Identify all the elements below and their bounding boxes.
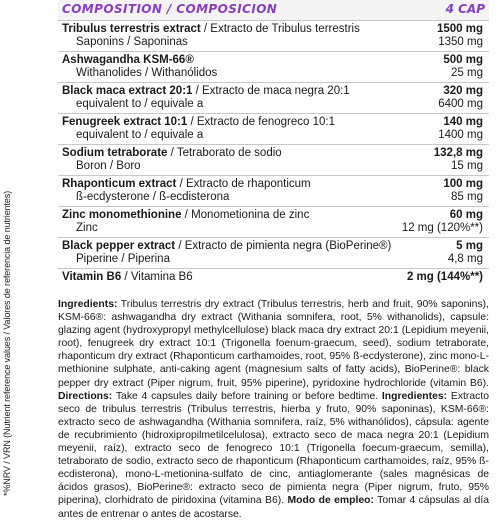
table-row xyxy=(58,83,489,114)
row-sub-name: Withanolides / Withanólidos xyxy=(76,67,218,79)
table-row xyxy=(58,238,489,269)
table-row xyxy=(58,176,489,207)
composition-table xyxy=(58,0,489,296)
row-value: 2 mg (144%**) xyxy=(406,271,483,283)
row-name: Ashwagandha KSM-66® xyxy=(62,54,194,66)
row-name-rest: / Monometionina de zinc xyxy=(181,209,310,221)
row-sub-name: equivalent to / equivale a xyxy=(76,98,204,110)
row-sub-value: 12 mg (120%**) xyxy=(401,222,483,234)
table-header xyxy=(58,0,489,21)
table-row xyxy=(58,21,489,52)
row-name-rest: / Extracto de fenogreco 10:1 xyxy=(187,116,335,128)
table-row xyxy=(58,207,489,238)
row-sub-name: Boron / Boro xyxy=(76,160,141,172)
row-sub-name: Zinc xyxy=(76,222,98,234)
row-sub-value: 6400 mg xyxy=(438,98,483,110)
row-name: Fenugreek extract 10:1 xyxy=(62,116,188,128)
row-sub-name: ß-ecdysterone / ß-ecdisterona xyxy=(76,191,230,203)
row-name: Sodium tetraborate xyxy=(62,147,168,159)
row-value: 500 mg xyxy=(443,54,483,66)
row-sub-value: 4,8 mg xyxy=(447,253,483,265)
ingredients-en-label: Ingredients: xyxy=(58,299,118,310)
ingredients-text xyxy=(58,298,489,521)
row-sub-value: 1350 mg xyxy=(438,36,483,48)
row-value: 100 mg xyxy=(443,178,483,190)
nrv-footnote-text: *%NRV / VRN (Nutrient reference values / Valores de referencia de nutrientes) xyxy=(2,190,12,496)
row-sub-name: Piperine / Piperina xyxy=(76,253,170,265)
row-name-rest: / Extracto de pimienta negra (BioPerine®) xyxy=(175,240,392,252)
row-sub-value: 1400 mg xyxy=(438,129,483,141)
row-value: 320 mg xyxy=(443,85,483,97)
row-sub-name: Saponins / Saponinas xyxy=(76,36,188,48)
table-row xyxy=(58,114,489,145)
row-name-rest: / Extracto de rhaponticum xyxy=(176,178,311,190)
row-value: 140 mg xyxy=(443,116,483,128)
row-name: Zinc monomethionine xyxy=(62,209,182,221)
row-name-rest: / Tetraborato de sodio xyxy=(167,147,282,159)
ingredients-en-text: Tribulus terrestris dry extract (Tribulus terrestris, herb and fruit, 90% saponins), KSM-66®: ashwagandha dry extract (Withania somnifera, root, 5% withanolids), capsule: glazing agent (hydroxypropyl methylcellulose) black maca dry extract 20:1 (Lepidium meyenii, root), fenugreek dry extract 10:1 (Trigonella foenum-graecum, seed), sodium tetraborate, rhaponticum dry extract (Rhaponticum carthamoides, root, 95% ß-ecdysterone), zinc mono-L-methionine sulphate, anti-caking agent (magnesium salts of fatty acids), BioPerine®: black pepper dry extract (Piper nigrum, fruit, 95% piperine), pyridoxine hydrochloride (vitamin B6). xyxy=(58,299,489,389)
table-row xyxy=(58,52,489,83)
row-sub-value: 85 mg xyxy=(451,191,483,203)
row-name-rest: / Extracto de maca negra 20:1 xyxy=(192,85,350,97)
row-sub-value: 25 mg xyxy=(451,67,483,79)
row-sub-value: 15 mg xyxy=(451,160,483,172)
row-value: 1500 mg xyxy=(436,23,483,35)
directions-text: Take 4 capsules daily before training or before bedtime. xyxy=(112,390,379,402)
row-name: Black maca extract 20:1 xyxy=(62,85,193,97)
row-name: Black pepper extract xyxy=(62,240,176,252)
table-title: COMPOSITION / COMPOSICION xyxy=(62,2,278,16)
row-value: 60 mg xyxy=(449,209,483,221)
row-name: Tribulus terrestris extract xyxy=(62,23,201,35)
row-sub-name: equivalent to / equivale a xyxy=(76,129,204,141)
ingredients-es-text: Extracto seco de tribulus terrestris (Tribulus terrestris, hierba y fruto, 90% saponinas), KSM-66®: extracto seco de ashwagandha (Withania somnifera, raíz, 5% withanólidos), cápsula: agente de recubrimiento (hidroxipropilmetilcelulosa), extracto seco de maca negra 20:1 (Lepidium meyenii, raíz), extracto seco de fenogreco 10:1 (Trigonella foecum-graecum, semilla), tetraborato de sodio, extracto seco de rhaponticum (Rhaponticum carthamoides, raíz, 95% ß-ecdisterona), mono-L-metionina-sulfato de cinc, antiaglomerante (sales magnésicas de ácidos grasos), BioPerine®: extracto seco de pimienta negra (Piper nigrum, fruto, 95% piperina), clorhidrato de piridoxina (vitamina B6). xyxy=(58,390,490,507)
serving-size: 4 CAP xyxy=(445,2,485,16)
directions-label: Directions: xyxy=(58,390,113,402)
ingredients-es-label: Ingredientes: xyxy=(381,390,448,402)
row-name-rest: / Extracto de Tribulus terrestris xyxy=(200,23,360,35)
usage-label: Modo de empleo: xyxy=(287,495,374,507)
row-name: Vitamin B6 xyxy=(62,271,122,283)
nrv-footnote xyxy=(0,0,13,500)
row-name-rest: / Vitamina B6 xyxy=(121,271,193,283)
table-row xyxy=(58,145,489,176)
table-row xyxy=(58,269,489,286)
row-value: 5 mg xyxy=(456,240,483,252)
usage-text: Tomar 4 cápsulas al día antes de entrenar o antes de acostarse. xyxy=(58,495,489,520)
row-value: 132,8 mg xyxy=(433,147,483,159)
row-name: Rhaponticum extract xyxy=(62,178,177,190)
